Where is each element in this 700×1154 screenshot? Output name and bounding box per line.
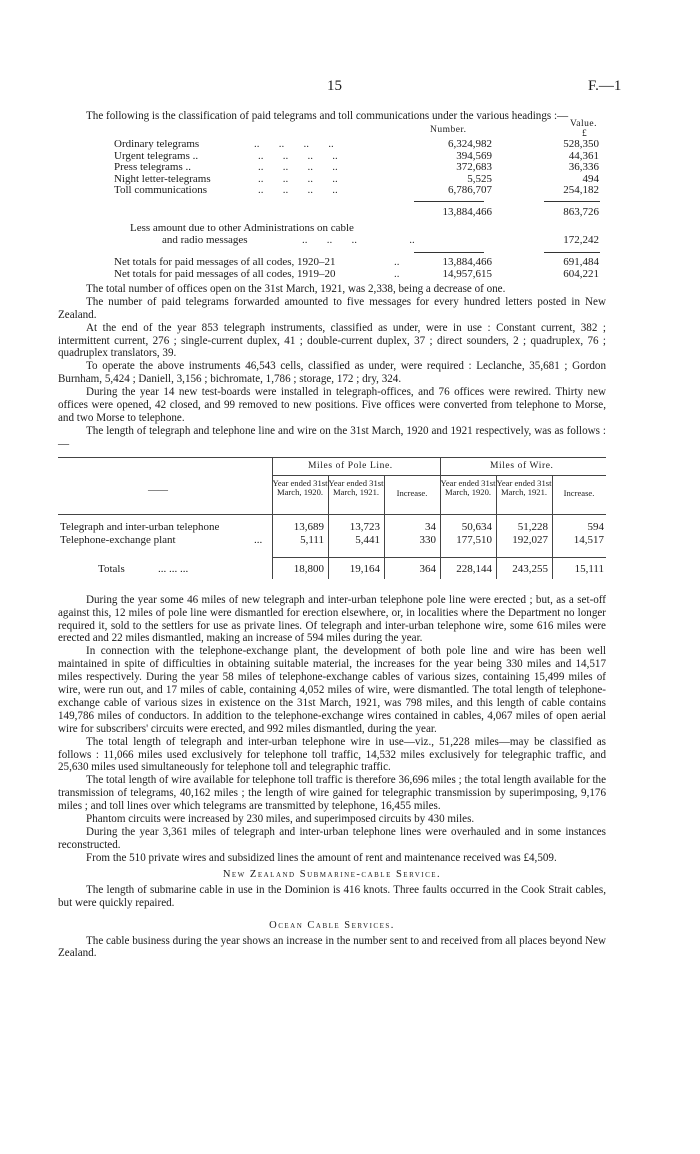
subtotal-rule (544, 201, 600, 202)
less-row-line1 (58, 223, 606, 235)
row-number: 6,786,707 (448, 184, 492, 197)
stub-column-dash: —— (148, 484, 168, 496)
paragraph: The cable business during the year shows an increase in the number sent to and received from all places beyond New Zealand. (58, 934, 606, 960)
column-header-number: Number. (430, 124, 467, 135)
cell: 34 (425, 520, 436, 533)
row-label: Urgent telegrams .. (114, 149, 199, 162)
classification-row: Urgent telegrams .. .. .. .. .. 394,569 44,361 (114, 149, 599, 162)
row-number: 5,525 (467, 172, 492, 185)
line-and-wire-table (58, 457, 606, 582)
net-total-value: 604,221 (563, 267, 599, 280)
net-total-number: 13,884,466 (442, 255, 492, 268)
net-total-row: Net totals for paid messages of all codes, 1920–21 .. 13,884,466 691,484 (114, 255, 599, 268)
subtotal-value: 863,726 (563, 205, 599, 218)
cell: 594 (587, 520, 604, 533)
table-top-rule (58, 457, 606, 458)
less-label: Less amount due to other Administrations on cable (130, 221, 354, 234)
paragraph: In connection with the telephone-exchange plant, the development of both pole line and wire has been well maintained in spite of difficulties in obtaining suitable material, the increases for the year being 330 miles and 14,517 miles respectively. During the year 58 miles of telephone-exchange cables of various sizes, containing 15,499 miles of wire, were run out, and 17 miles of cable, containing 4,052 miles of wire, were dismantled. The total length of telephone-exchange cable of various sizes in existence on the 31st March, 1921, was 798 miles, and this length of cable contains 149,786 miles of conductors. In addition to the telephone-exchange wires contained in cables, 4,067 miles of open aerial wire for subscribers' circuits were erected, and 992 miles dismantled, during the year. (58, 645, 606, 735)
intro-paragraph: The following is the classification of paid telegrams and toll communications under the various headings :— (86, 110, 569, 122)
row-dots: ... (254, 533, 263, 546)
section-heading-ocean: Ocean Cable Services. (269, 919, 395, 931)
net-rule (544, 252, 600, 253)
cell: 330 (419, 533, 436, 546)
col-wire-increase: Increase. (563, 487, 595, 498)
paragraph: To operate the above instruments 46,543 cells, classified as under, were required : Leclanche, 35,681 ; Gordon Burnham, 5,424 ; Daniell, 3,156 ; bichromate, 1,786 ; storage, 172 ; dry, 324. (58, 360, 606, 386)
paragraph: During the year some 46 miles of new telegraph and inter-urban telephone pole line were erected ; but, as a set-off against this, 12 miles of pole line were dismantled for erection elsewhere, or, in localities where the Department no longer required it, sold to the settlers for use as private lines. Of telegraph and inter-urban telephone wire, some 616 miles were erected and 22 miles dismantled, making an increase of 594 miles during the year. (58, 593, 606, 645)
col-pole-1921: Year ended 31st March, 1921. (328, 477, 384, 498)
row-value: 44,361 (568, 149, 599, 162)
total-cell: 19,164 (349, 562, 380, 575)
page-number: 15 (327, 78, 342, 94)
paragraph: During the year 3,361 miles of telegraph and inter-urban telephone lines were overhauled and in some instances reconstructed. (58, 826, 606, 851)
cell: 13,723 (349, 520, 380, 533)
total-cell: 243,255 (512, 562, 548, 575)
total-cell: 364 (419, 562, 436, 575)
telegram-classification-table (58, 111, 606, 279)
paragraph: At the end of the year 853 telegraph instruments, classified as under, were in use : Constant current, 382 ; intermittent current, 276 ; single-current duplex, 41 ; double-current duplex, 37 ; direct sounders, 2 ; quadruplex, 76 ; quadruplex translators, 39. (58, 321, 606, 360)
paragraph: The number of paid telegrams forwarded amounted to five messages for every hundred letters posted in New Zealand. (58, 295, 606, 321)
less-label-continued: and radio messages (162, 233, 248, 246)
total-cell: 228,144 (456, 562, 492, 575)
col-wire-1920: Year ended 31st March, 1920. (440, 477, 496, 498)
group-header-pole-line: Miles of Pole Line. (308, 460, 393, 471)
total-cell: 18,800 (293, 562, 324, 575)
paragraph: Phantom circuits were increased by 230 miles, and superimposed circuits by 430 miles. (86, 813, 475, 826)
cell: 50,634 (461, 520, 492, 533)
col-wire-1921: Year ended 31st March, 1921. (496, 477, 552, 498)
row-value: 254,182 (563, 184, 599, 197)
subtotal-rule (414, 201, 484, 202)
section-heading-submarine: New Zealand Submarine-cable Service. (222, 868, 442, 880)
row-value: 494 (582, 172, 599, 185)
cell: 13,689 (293, 520, 324, 533)
document-reference: F.—1 (588, 78, 622, 94)
paragraph: The length of telegraph and telephone line and wire on the 31st March, 1920 and 1921 respectively, was as follows :— (58, 424, 606, 450)
row-label: Ordinary telegrams (114, 137, 200, 150)
classification-row: Press telegrams .. .. .. .. .. 372,683 36,336 (114, 161, 599, 174)
total-cell: 15,111 (574, 562, 604, 575)
col-pole-1920: Year ended 31st March, 1920. (272, 477, 328, 498)
currency-symbol: £ (582, 128, 587, 139)
paragraph: The length of submarine cable in use in the Dominion is 416 knots. Three faults occurred in the Cook Strait cables, but were quickly repaired. (58, 883, 606, 909)
subtotal-number: 13,884,466 (442, 205, 492, 218)
group-header-wire: Miles of Wire. (490, 460, 554, 471)
cell: 14,517 (573, 533, 604, 546)
paragraph: The total number of offices open on the 31st March, 1921, was 2,338, being a decrease of one. (86, 282, 506, 295)
cell: 177,510 (456, 533, 492, 546)
net-total-label: Net totals for paid messages of all codes, 1919–20 (114, 267, 336, 280)
net-total-number: 14,957,615 (442, 267, 492, 280)
row-label: Night letter-telegrams (114, 172, 211, 185)
classification-row: Toll communications .. .. .. .. 6,786,707 254,182 (114, 184, 599, 197)
net-rule (414, 252, 484, 253)
row-value: 528,350 (563, 137, 599, 150)
totals-dots: ... ... ... (158, 562, 189, 575)
classification-row: Ordinary telegrams .. .. .. .. 6,324,982 528,350 (114, 137, 599, 150)
net-total-label: Net totals for paid messages of all codes, 1920–21 (114, 255, 336, 268)
cell: 5,111 (300, 533, 324, 546)
cell: 192,027 (512, 533, 548, 546)
cell: 51,228 (517, 520, 548, 533)
net-total-value: 691,484 (563, 255, 599, 268)
paragraph: During the year 14 new test-boards were installed in telegraph-offices, and 76 offices were rewired. Thirty new offices were opened, 42 closed, and 99 removed to new positions. Five offices were converted from telephone to Morse, and two Morse to telephone. (58, 386, 606, 424)
row-label: Toll communications (114, 184, 208, 197)
column-header-value: Value. (570, 118, 598, 129)
row-number: 6,324,982 (448, 137, 492, 150)
row-number: 394,569 (456, 149, 492, 162)
paragraph: The total length of wire available for telephone toll traffic is therefore 36,696 miles ; the total length available for the transmission of telegrams, 40,162 miles ; the length of wire gained for telegraphic transmission by superimposing, 9,176 miles ; and toll lines over which telegrams are transmitted by telephone, 16,455 miles. (58, 774, 606, 813)
page-body (58, 110, 606, 960)
row-label-exchange: Telephone-exchange plant (60, 533, 176, 546)
paragraph: The total length of telegraph and inter-urban telephone wire in use—viz., 51,228 miles—may be classified as follows : 11,066 miles used exclusively for telephone toll traffic, 14,532 miles exclusively for telegraphic traffic, and 25,630 miles used simultaneously for telephone toll and telegraphic traffic. (58, 735, 606, 774)
less-value: 172,242 (563, 233, 599, 246)
cell: 5,441 (355, 533, 380, 546)
col-pole-increase: Increase. (396, 487, 428, 498)
totals-label: Totals (98, 562, 125, 575)
row-label-telegraph: Telegraph and inter-urban telephone (60, 520, 220, 533)
row-value: 36,336 (568, 161, 599, 174)
net-total-row: Net totals for paid messages of all codes, 1919–20 .. 14,957,615 604,221 (114, 267, 599, 280)
row-label: Press telegrams .. (114, 161, 191, 174)
row-number: 372,683 (456, 161, 492, 174)
less-row-line2: and radio messages .. .. .. .. 172,242 (162, 233, 599, 246)
paragraph: From the 510 private wires and subsidized lines the amount of rent and maintenance received was £4,509. (86, 851, 557, 864)
subtotal-row (58, 207, 606, 219)
classification-row: Night letter-telegrams .. .. .. .. 5,525 494 (114, 172, 599, 185)
